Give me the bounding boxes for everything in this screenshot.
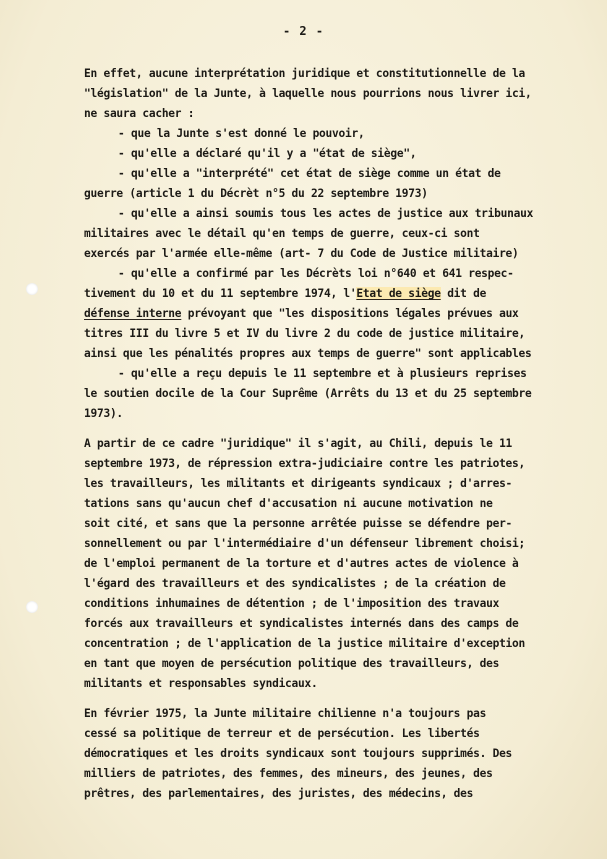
underlined-phrase: défense interne [84, 307, 182, 320]
text-line [84, 307, 519, 321]
text-line: de l'emploi permanent de la torture et d'autres actes de violence à [84, 557, 519, 570]
text-line: cessé sa politique de terreur et de persécution. Les libertés [84, 727, 480, 740]
bullet-line: - qu'elle a déclaré qu'il y a "état de siège", [118, 147, 417, 160]
bullet-line: - qu'elle a reçu depuis le 11 septembre et à plusieurs reprises [118, 367, 527, 380]
text-line: prêtres, des parlementaires, des juristes, des médecins, des [84, 787, 474, 800]
underlined-phrase: Etat de siège [356, 287, 441, 300]
punch-hole [26, 283, 38, 295]
bullet-line: - qu'elle a "interprété" cet état de siège comme un état de [118, 167, 501, 180]
text-line: titres III du livre 5 et IV du livre 2 du code de justice militaire, [84, 327, 526, 340]
text-line: concentration ; de l'application de la justice militaire d'exception [84, 637, 526, 650]
text-line: les travailleurs, les militants et dirigeants syndicaux ; d'arres- [84, 477, 513, 490]
text-line: En février 1975, la Junte militaire chilienne n'a toujours pas [84, 707, 487, 720]
text-line: forcés aux travailleurs et syndicalistes internés dans des camps de [84, 617, 519, 630]
text-line: l'égard des travailleurs et des syndicalistes ; de la création de [84, 577, 506, 590]
punch-hole [26, 601, 38, 613]
text-line: conditions inhumaines de détention ; de l'imposition des travaux [84, 597, 500, 610]
bullet-line: - qu'elle a ainsi soumis tous les actes de justice aux tribunaux [118, 207, 534, 220]
text-line: 1973). [84, 407, 123, 420]
text-line [84, 287, 486, 301]
bullet-line: - que la Junte s'est donné le pouvoir, [118, 127, 365, 140]
text-line: en tant que moyen de persécution politique des travailleurs, des [84, 657, 500, 670]
bullet-line: - qu'elle a confirmé par les Décrèts loi n°640 et 641 respec- [118, 267, 514, 280]
text-line: démocratiques et les droits syndicaux sont toujours supprimés. Des [84, 747, 513, 760]
text-line: A partir de ce cadre "juridique" il s'agit, au Chili, depuis le 11 [84, 437, 513, 450]
text-line: exercés par l'armée elle-même (art- 7 du Code de Justice militaire) [84, 247, 519, 260]
text-line: le soutien docile de la Cour Suprême (Arrêts du 13 et du 25 septembre [84, 387, 532, 400]
text-line: En effet, aucune interprétation juridique et constitutionnelle de la [84, 67, 526, 80]
text-segment: prévoyant que "les dispositions légales prévues aux [181, 307, 519, 320]
text-segment: dit de [440, 287, 487, 300]
page-number: - 2 - [282, 24, 325, 38]
text-line: guerre (article 1 du Décrèt n°5 du 22 septembre 1973) [84, 187, 428, 200]
text-line: "législation" de la Junte, à laquelle nous pourrions nous livrer ici, [84, 87, 532, 100]
text-line: sonnellement ou par l'intermédiaire d'un défenseur librement choisi; [84, 537, 526, 550]
text-line: ainsi que les pénalités propres aux temps de guerre" sont applicables [84, 347, 532, 360]
text-line: tations sans qu'aucun chef d'accusation ni aucune motivation ne [84, 497, 493, 510]
text-line: septembre 1973, de répression extra-judiciaire contre les patriotes, [84, 457, 526, 470]
text-line: militaires avec le détail qu'en temps de guerre, ceux-ci sont [84, 227, 480, 240]
text-line: militants et responsables syndicaux. [84, 677, 318, 690]
text-line: soit cité, et sans que la personne arrêtée puisse se défendre per- [84, 517, 513, 530]
text-segment: tivement du 10 et du 11 septembre 1974, l' [84, 287, 357, 300]
text-line: milliers de patriotes, des femmes, des mineurs, des jeunes, des [84, 767, 493, 780]
text-line: ne saura cacher : [84, 107, 195, 120]
